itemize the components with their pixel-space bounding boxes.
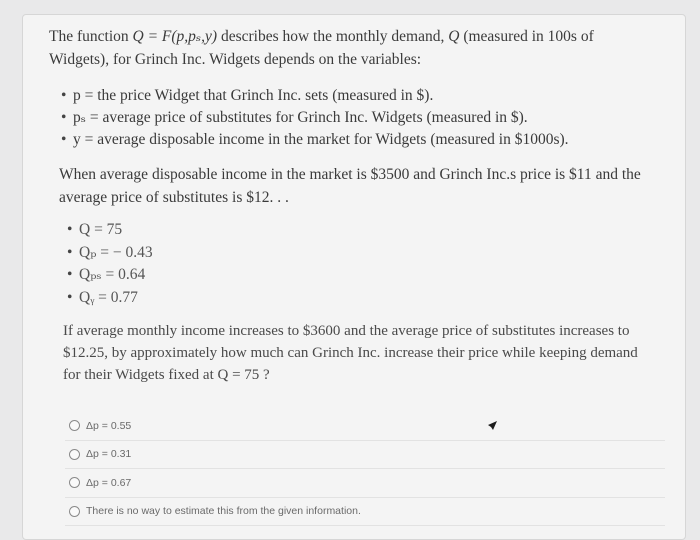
radio-button[interactable] <box>69 506 80 517</box>
variable-item: • y = average disposable income in the market for Widgets (measured in $1000s). <box>61 129 661 151</box>
answer-option-label: Δp = 0.31 <box>86 448 132 461</box>
variable-list <box>61 85 661 151</box>
answer-option-3[interactable] <box>65 469 665 498</box>
given-value-item: • Q = 75 <box>67 219 367 242</box>
question-card <box>22 14 686 540</box>
given-value-item: • Qₚ = − 0.43 <box>67 242 367 265</box>
function-formula: Q = F(p,pₛ,y) <box>132 28 218 45</box>
intro-text-3: (measured in 100s of Widgets), for Grinch Inc. Widgets depends on the variables: <box>49 28 594 68</box>
intro-paragraph <box>49 25 649 71</box>
mouse-cursor-icon <box>484 420 498 434</box>
given-values-list <box>67 219 367 309</box>
variable-item: • pₛ = average price of substitutes for Grinch Inc. Widgets (measured in $). <box>61 107 661 129</box>
given-value-item: • Qᵧ = 0.77 <box>67 287 367 310</box>
answer-option-label: There is no way to estimate this from the given information. <box>86 505 361 518</box>
radio-button[interactable] <box>69 449 80 460</box>
intro-text-2: describes how the monthly demand, <box>217 28 449 45</box>
given-value-item: • Qₚₛ = 0.64 <box>67 264 367 287</box>
question-text: If average monthly income increases to $3600 and the average price of substitutes increases to $12.25, by approximately how much can Grinch Inc. increase their price while keeping demand for their Widgets fixed at Q = 75 ? <box>63 323 638 383</box>
answer-option-1[interactable] <box>65 412 665 441</box>
demand-symbol: Q <box>448 28 460 45</box>
answer-option-2[interactable] <box>65 441 665 470</box>
answer-option-4[interactable] <box>65 498 665 527</box>
variable-item: • p = the price Widget that Grinch Inc. sets (measured in $). <box>61 85 661 107</box>
radio-button[interactable] <box>69 477 80 488</box>
given-paragraph: When average disposable income in the market is $3500 and Grinch Inc.s price is $11 and the average price of substitutes is $12. . . <box>59 166 641 206</box>
answer-options <box>65 412 665 526</box>
radio-button[interactable] <box>69 420 80 431</box>
answer-option-label: Δp = 0.55 <box>86 419 132 432</box>
intro-text-1: The function <box>49 28 133 45</box>
answer-option-label: Δp = 0.67 <box>86 476 132 489</box>
